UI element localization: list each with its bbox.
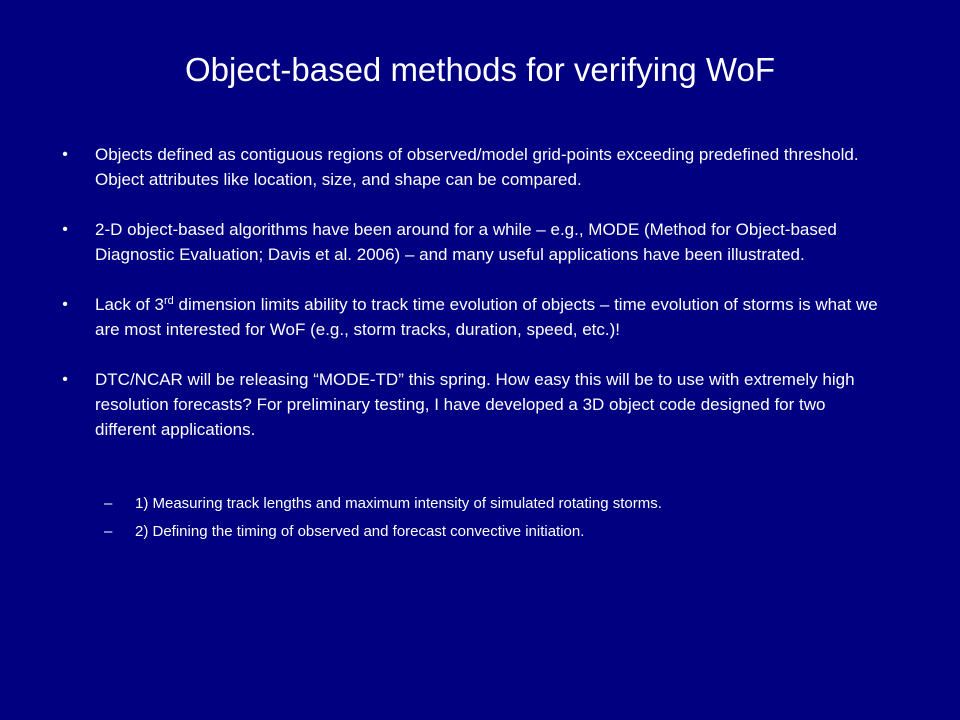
dash-icon: – — [104, 523, 113, 540]
bullet-item-third-dimension — [60, 292, 880, 342]
bullet-text-after: dimension limits ability to track time evolution of objects – time evolution of storms is what we are most interested for WoF (e.g., storm tracks, duration, speed, etc.)! — [95, 295, 878, 339]
sub-bullet-track-lengths — [60, 490, 880, 518]
slide-body — [60, 142, 880, 546]
bullet-icon: • — [62, 371, 68, 388]
bullet-icon: • — [62, 221, 68, 238]
bullet-text: 2-D object-based algorithms have been around for a while – e.g., MODE (Method for Object-based Diagnostic Evaluation; Davis et al. 2006) – and many useful applications have been illustrated. — [95, 220, 837, 264]
dash-icon: – — [104, 495, 113, 512]
bullet-item-mode-td — [60, 367, 880, 442]
sub-bullet-convective-initiation — [60, 518, 880, 546]
sub-bullet-text: 2) Defining the timing of observed and forecast convective initiation. — [135, 523, 585, 540]
bullet-text: Objects defined as contiguous regions of observed/model grid-points exceeding predefined threshold. Object attributes like location, size, and shape can be compared. — [95, 145, 859, 189]
sub-bullet-text: 1) Measuring track lengths and maximum intensity of simulated rotating storms. — [135, 495, 662, 512]
bullet-text-before: Lack of 3 — [95, 295, 164, 314]
bullet-item-objects-defined — [60, 142, 880, 192]
bullet-icon: • — [62, 146, 68, 163]
bullet-superscript: rd — [164, 295, 174, 307]
bullet-item-2d-algorithms — [60, 217, 880, 267]
slide-title: Object-based methods for verifying WoF — [185, 51, 775, 88]
bullet-text: DTC/NCAR will be releasing “MODE-TD” this spring. How easy this will be to use with extremely high resolution forecasts? For preliminary testing, I have developed a 3D object code designed for two different applications. — [95, 370, 855, 439]
sub-bullet-list — [60, 490, 880, 546]
bullet-icon: • — [62, 296, 68, 313]
